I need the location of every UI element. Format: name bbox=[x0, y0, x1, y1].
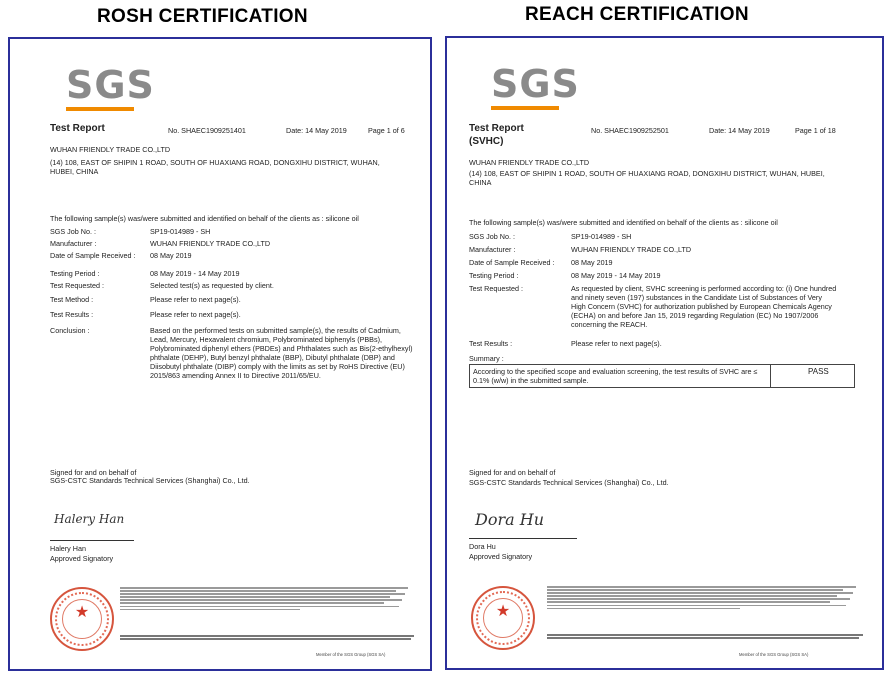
address-fine-print bbox=[120, 635, 420, 649]
field-value: Please refer to next page(s). bbox=[571, 339, 662, 348]
sgs-logo: SGS bbox=[66, 63, 155, 107]
field-label: SGS Job No. : bbox=[469, 232, 515, 241]
signed-org: SGS-CSTC Standards Technical Services (Shanghai) Co., Ltd. bbox=[469, 478, 669, 487]
company-address: (14) 108, EAST OF SHIPIN 1 ROAD, SOUTH OF HUAXIANG ROAD, DONGXIHU DISTRICT, WUHAN, HUBEI, CHINA bbox=[50, 158, 380, 176]
field-value: 08 May 2019 bbox=[150, 251, 192, 260]
signer-role: Approved Signatory bbox=[50, 554, 114, 563]
field-value: 08 May 2019 - 14 May 2019 bbox=[571, 271, 661, 280]
company-name: WUHAN FRIENDLY TRADE CO.,LTD bbox=[50, 145, 171, 154]
test-requested-text: As requested by client, SVHC screening is performed according to: (i) One hundred and ninety seven (197) substances in the Candidate List of Substances of Very High Concern (SVHC) for authorization published by European Chemicals Agency (ECHA) on and before Jan 15, 2019 regarding Regulation (EC) No 1907/2006 concerning the REACH. bbox=[571, 284, 837, 329]
company-name: WUHAN FRIENDLY TRADE CO.,LTD bbox=[469, 158, 590, 167]
field-label: Testing Period : bbox=[469, 271, 519, 280]
page-number: Page 1 of 18 bbox=[795, 126, 836, 135]
report-date: Date: 14 May 2019 bbox=[709, 126, 770, 135]
field-value: WUHAN FRIENDLY TRADE CO.,LTD bbox=[150, 239, 271, 248]
terms-fine-print bbox=[120, 587, 420, 633]
field-label: Test Requested : bbox=[50, 281, 104, 290]
field-value: Please refer to next page(s). bbox=[150, 310, 241, 319]
signature: Dora Hu bbox=[475, 510, 544, 529]
signer-name: Halery Han bbox=[50, 544, 86, 553]
field-value: 08 May 2019 - 14 May 2019 bbox=[150, 269, 240, 278]
star-icon: ★ bbox=[74, 604, 90, 621]
summary-result: PASS bbox=[808, 367, 829, 376]
signer-role: Approved Signatory bbox=[469, 552, 533, 561]
field-value: SP19-014989 - SH bbox=[571, 232, 632, 241]
field-value: Please refer to next page(s). bbox=[150, 295, 241, 304]
company-seal bbox=[50, 587, 114, 651]
signature-line bbox=[469, 538, 577, 539]
rosh-heading: ROSH CERTIFICATION bbox=[97, 6, 308, 27]
company-seal bbox=[471, 586, 535, 650]
star-icon: ★ bbox=[495, 603, 511, 620]
signer-name: Dora Hu bbox=[469, 542, 496, 551]
reach-certificate bbox=[445, 36, 884, 670]
page-number: Page 1 of 6 bbox=[368, 126, 405, 135]
report-number: No. SHAEC1909251401 bbox=[168, 126, 246, 135]
field-value: WUHAN FRIENDLY TRADE CO.,LTD bbox=[571, 245, 692, 254]
summary-text: According to the specified scope and evaluation screening, the test results of SVHC are ≤ 0.1% (w/w) in the submitted sample. bbox=[473, 367, 758, 385]
field-label: Test Results : bbox=[50, 310, 94, 319]
field-label: Conclusion : bbox=[50, 326, 90, 335]
signed-for: Signed for and on behalf of bbox=[469, 468, 556, 477]
summary-label: Summary : bbox=[469, 354, 504, 363]
terms-fine-print bbox=[547, 586, 869, 632]
field-label: Test Method : bbox=[50, 295, 94, 304]
intro-text: The following sample(s) was/were submitted and identified on behalf of the clients as : silicone oil bbox=[469, 218, 778, 227]
report-title: Test Report bbox=[50, 123, 105, 134]
report-subtitle: (SVHC) bbox=[469, 136, 504, 147]
field-value: 08 May 2019 bbox=[571, 258, 613, 267]
field-label: Manufacturer : bbox=[50, 239, 97, 248]
member-line: Member of the SGS Group (SGS SA) bbox=[739, 652, 809, 657]
field-value: SP19-014989 - SH bbox=[150, 227, 211, 236]
field-value: Selected test(s) as requested by client. bbox=[150, 281, 274, 290]
rosh-certificate bbox=[8, 37, 432, 671]
signature: Halery Han bbox=[54, 512, 125, 526]
report-number: No. SHAEC1909252501 bbox=[591, 126, 669, 135]
reach-heading: REACH CERTIFICATION bbox=[525, 4, 749, 25]
conclusion-text: Based on the performed tests on submitted sample(s), the results of Cadmium, Lead, Mercury, Hexavalent chromium, Polybrominated biphenyls (PBBs), Polybrominated diphenyl ethers (PBDEs) and Phthalates such as Bis(2-ethylhexyl) phthalate (DEHP), Butyl benzyl phthalate (BBP), Dibutyl phthalate (DBP) and Diisobutyl phthalate (DIBP) comply with the limits as set by RoHS Directive (EU) 2015/863 amending Annex II to Directive 2011/65/EU. bbox=[150, 326, 413, 380]
sgs-logo-bar bbox=[66, 107, 134, 111]
report-title: Test Report bbox=[469, 123, 524, 134]
signed-org: SGS-CSTC Standards Technical Services (Shanghai) Co., Ltd. bbox=[50, 476, 250, 485]
report-date: Date: 14 May 2019 bbox=[286, 126, 347, 135]
signed-for: Signed for and on behalf of bbox=[50, 468, 137, 477]
intro-text: The following sample(s) was/were submitted and identified on behalf of the clients as : silicone oil bbox=[50, 214, 359, 223]
summary-box bbox=[469, 364, 855, 388]
signature-line bbox=[50, 540, 134, 541]
member-line: Member of the SGS Group (SGS SA) bbox=[316, 652, 386, 657]
field-label: Test Results : bbox=[469, 339, 513, 348]
field-label: Date of Sample Received : bbox=[50, 251, 136, 260]
field-label: Testing Period : bbox=[50, 269, 100, 278]
field-label: SGS Job No. : bbox=[50, 227, 96, 236]
field-label: Date of Sample Received : bbox=[469, 258, 555, 267]
field-label: Manufacturer : bbox=[469, 245, 516, 254]
field-label: Test Requested : bbox=[469, 284, 523, 293]
address-fine-print bbox=[547, 634, 869, 648]
sgs-logo-bar bbox=[491, 106, 559, 110]
company-address: (14) 108, EAST OF SHIPIN 1 ROAD, SOUTH OF HUAXIANG ROAD, DONGXIHU DISTRICT, WUHAN, HUBEI, CHINA bbox=[469, 169, 825, 187]
sgs-logo: SGS bbox=[491, 62, 580, 106]
